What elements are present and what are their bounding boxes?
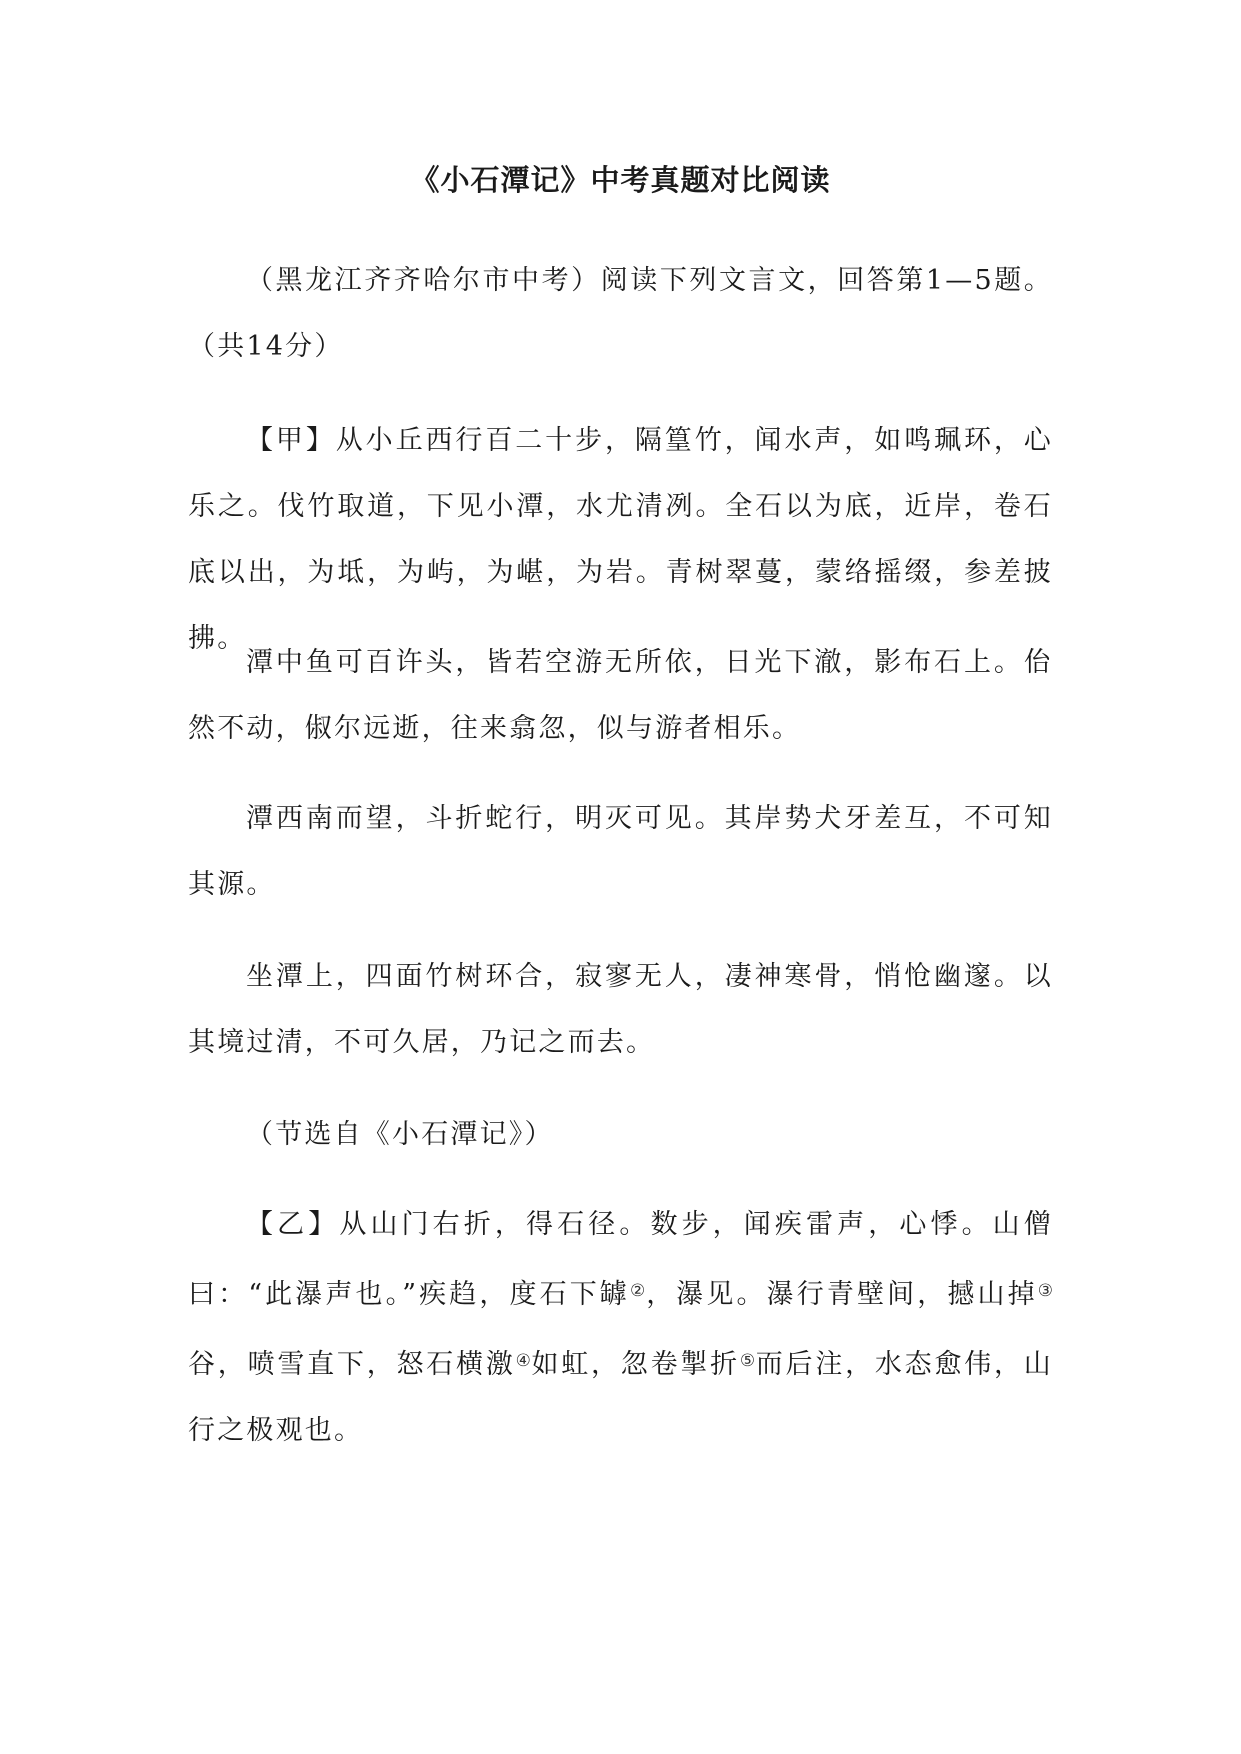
passage-jia-paragraph-4: 坐潭上，四面竹树环合，寂寥无人，凄神寒骨，悄怆幽邃。以其境过清，不可久居，乃记之而去。	[188, 961, 1053, 1058]
passage-yi-text-4: 如虹，忽卷掣折	[531, 1349, 740, 1380]
page-title: 《小石潭记》中考真题对比阅读	[410, 163, 831, 197]
passage-yi-text-2: ，瀑见。瀑行青壁间，撼山掉	[646, 1279, 1038, 1310]
footnote-marker-4: ④	[515, 1351, 532, 1371]
footnote-marker-2: ②	[630, 1281, 647, 1301]
passage-jia-paragraph-1: 【甲】从小丘西行百二十步，隔篁竹，闻水声，如鸣珮环，心乐之。伐竹取道，下见小潭，水尤清冽。全石以为底，近岸，卷石底以出，为坻，为屿，为嵁，为岩。青树翠蔓，蒙络摇缀，参差披拂。	[188, 425, 1053, 654]
passage-jia-source: （节选自《小石潭记》）	[246, 1119, 554, 1150]
passage-jia-paragraph-3: 潭西南而望，斗折蛇行，明灭可见。其岸势犬牙差互，不可知其源。	[188, 803, 1053, 900]
footnote-marker-3: ③	[1037, 1281, 1053, 1301]
passage-yi-text-3: 谷，喷雪直下，怒石横激	[188, 1349, 516, 1380]
passage-yi-text-1: 【乙】从山门右折，得石径。数步，闻疾雷声，心悸。山僧曰：“此瀑声也。”疾趋，度石下罅	[188, 1209, 1053, 1310]
footnote-marker-5: ⑤	[739, 1351, 756, 1371]
passage-yi-text-5: 而后注，水态愈伟，山行之极观也。	[188, 1349, 1053, 1446]
passage-jia-paragraph-2: 潭中鱼可百许头，皆若空游无所依，日光下澈，影布石上。佁然不动，俶尔远逝，往来翕忽，似与游者相乐。	[188, 647, 1053, 744]
question-intro: （黑龙江齐齐哈尔市中考）阅读下列文言文，回答第1—5题。（共14分）	[188, 265, 1053, 362]
passage-yi-paragraph	[188, 1192, 1053, 1464]
